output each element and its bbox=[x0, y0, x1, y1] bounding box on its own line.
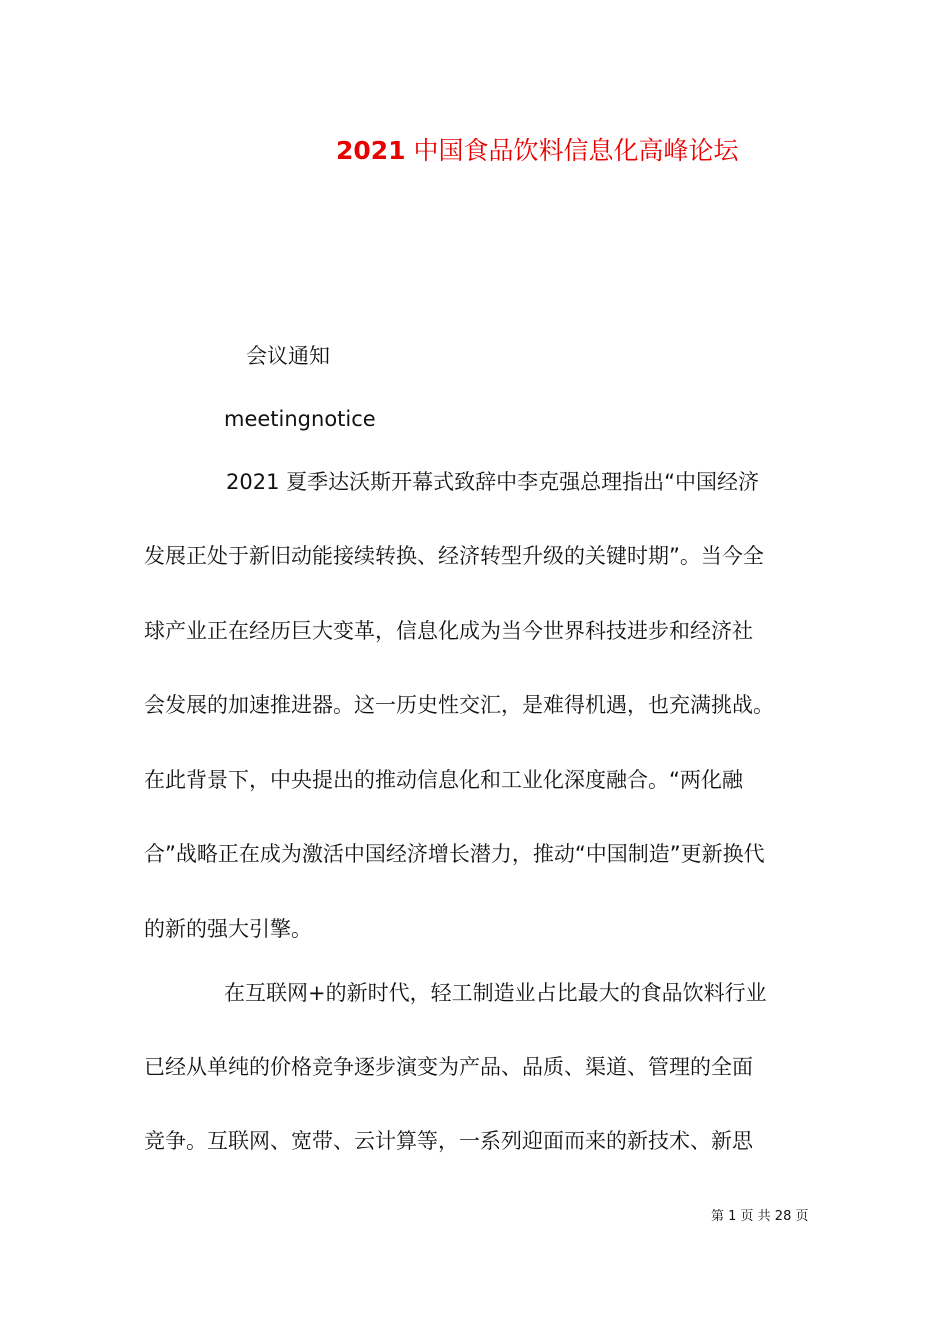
paragraph1-line-1: 2021 夏季达沃斯开幕式致辞中李克强总理指出“中国经济 bbox=[226, 470, 759, 494]
paragraph2-line-2: 已经从单纯的价格竞争逐步演变为产品、品质、渠道、管理的全面 bbox=[144, 1055, 753, 1079]
paragraph1-line-3: 球产业正在经历巨大变革，信息化成为当今世界科技进步和经济社 bbox=[144, 619, 753, 643]
paragraph1-line-7: 的新的强大引擎。 bbox=[144, 917, 312, 941]
paragraph2-line-3: 竞争。互联网、宽带、云计算等，一系列迎面而来的新技术、新思 bbox=[144, 1129, 753, 1153]
title-text: 中国食品饮料信息化高峰论坛 bbox=[413, 136, 739, 165]
paragraph1-line-4: 会发展的加速推进器。这一历史性交汇，是难得机遇，也充满挑战。 bbox=[144, 693, 774, 717]
heading-cn: 会议通知 bbox=[246, 344, 330, 368]
title-year: 2021 bbox=[336, 136, 406, 165]
page-footer: 第 1 页 共 28 页 bbox=[711, 1209, 809, 1224]
heading-en: meetingnotice bbox=[224, 407, 376, 431]
paragraph2-line-1: 在互联网+的新时代，轻工制造业占比最大的食品饮料行业 bbox=[224, 981, 767, 1005]
paragraph1-line-6: 合”战略正在成为激活中国经济增长潜力，推动“中国制造”更新换代 bbox=[144, 842, 765, 866]
document-title bbox=[336, 132, 739, 170]
paragraph1-line-5: 在此背景下，中央提出的推动信息化和工业化深度融合。“两化融 bbox=[144, 768, 743, 792]
paragraph1-line-2: 发展正处于新旧动能接续转换、经济转型升级的关键时期”。当今全 bbox=[144, 544, 764, 568]
